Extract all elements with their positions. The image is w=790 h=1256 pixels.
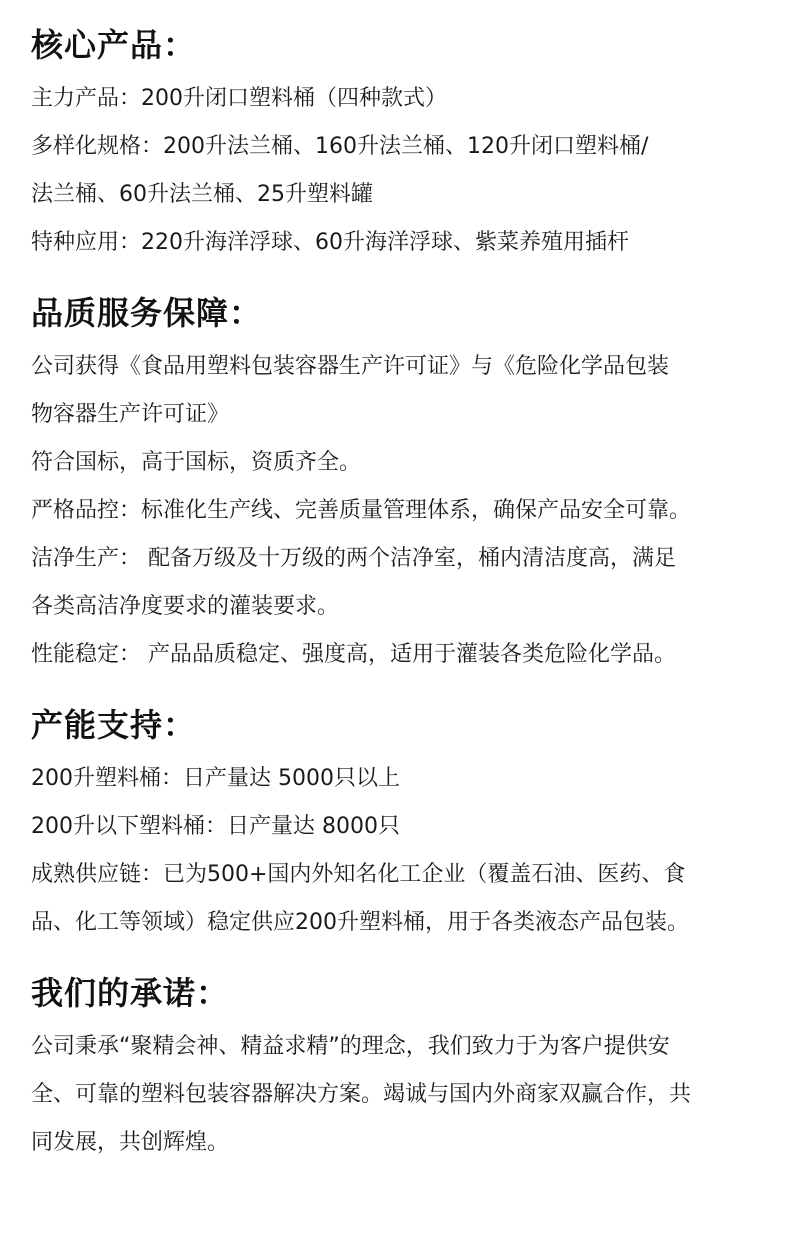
core-products-line: 多样化规格：200升法兰桶、160升法兰桶、120升闭口塑料桶/ [31, 134, 649, 159]
quality-assurance-section [31, 267, 760, 679]
quality-assurance-line: 符合国标，高于国标，资质齐全。 [31, 450, 362, 475]
promise-line: 公司秉承“聚精会神、精益求精”的理念，我们致力于为客户提供安 [31, 1034, 670, 1059]
capacity-title: 产能支持： [31, 706, 197, 744]
promise-line: 全、可靠的塑料包装容器解决方案。竭诚与国内外商家双赢合作，共 [31, 1082, 692, 1107]
quality-assurance-title: 品质服务保障： [31, 294, 263, 332]
quality-assurance-line: 公司获得《食品用塑料包装容器生产许可证》与《危险化学品包装 [31, 354, 670, 379]
quality-assurance-line: 性能稳定： 产品品质稳定、强度高，适用于灌装各类危险化学品。 [31, 642, 676, 667]
quality-assurance-line: 严格品控：标准化生产线、完善质量管理体系，确保产品安全可靠。 [31, 498, 692, 523]
capacity-line: 品、化工等领域）稳定供应200升塑料桶，用于各类液态产品包装。 [31, 910, 689, 935]
promise-title: 我们的承诺： [31, 974, 230, 1012]
core-products-section [31, 0, 760, 267]
promise-line: 同发展，共创辉煌。 [31, 1130, 230, 1155]
quality-assurance-line: 物容器生产许可证》 [31, 402, 230, 427]
capacity-line: 200升塑料桶：日产量达 5000只以上 [31, 766, 400, 791]
core-products-title: 核心产品： [31, 26, 197, 64]
capacity-section [31, 679, 760, 947]
core-products-line: 特种应用：220升海洋浮球、60升海洋浮球、紫菜养殖用插杆 [31, 230, 629, 255]
core-products-line: 主力产品：200升闭口塑料桶（四种款式） [31, 86, 447, 111]
core-products-line: 法兰桶、60升法兰桶、25升塑料罐 [31, 182, 373, 207]
quality-assurance-line: 洁净生产： 配备万级及十万级的两个洁净室，桶内清洁度高，满足 [31, 546, 676, 571]
capacity-line: 200升以下塑料桶：日产量达 8000只 [31, 814, 400, 839]
promise-section [31, 947, 760, 1167]
capacity-line: 成熟供应链：已为500+国内外知名化工企业（覆盖石油、医药、食 [31, 862, 686, 887]
quality-assurance-line: 各类高洁净度要求的灌装要求。 [31, 594, 340, 619]
